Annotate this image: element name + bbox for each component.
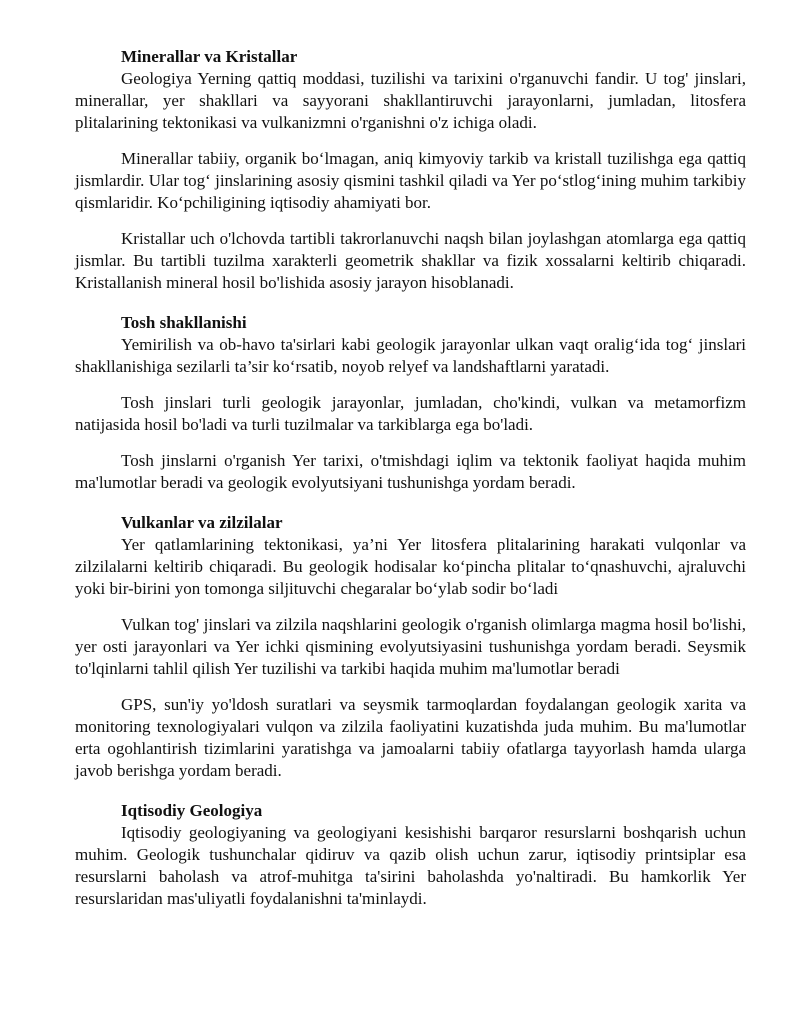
section-heading: Minerallar va Kristallar	[121, 47, 298, 66]
section-heading: Vulkanlar va zilzilalar	[121, 513, 283, 532]
paragraph: Yer qatlamlarining tektonikasi, ya’ni Yer litosfera plitalarining harakati vulqonlar va zilzilalarni keltirib chiqaradi. Bu geologik hodisalar ko‘pincha plitalar to‘qnashuvchi, ajraluvchi yoki bir-birini yon tomonga siljituvchi chegaralar bo‘ylab sodir bo‘ladi	[75, 535, 746, 598]
section-heading: Tosh shakllanishi	[121, 313, 247, 332]
paragraph: GPS, sun'iy yo'ldosh suratlari va seysmik tarmoqlardan foydalangan geologik xarita va monitoring texnologiyalari vulqon va zilzila faoliyatini kuzatishda juda muhim. Bu ma'lumotlar erta ogohlantirish tizimlarini yaratishga va jamoalarni tabiiy ofatlarga tayyorlash hamda ularga javob berishga yordam beradi.	[75, 695, 746, 780]
section-minerallar	[75, 46, 746, 294]
section-iqtisodiy	[75, 800, 746, 910]
paragraph: Yemirilish va ob-havo ta'sirlari kabi geologik jarayonlar ulkan vaqt oralig‘ida tog‘ jinslari shakllanishiga sezilarli ta’sir ko‘rsatib, noyob relyef va landshaftlarni yaratadi.	[75, 335, 746, 376]
paragraph: Tosh jinslari turli geologik jarayonlar, jumladan, cho'kindi, vulkan va metamorfizm natijasida hosil bo'ladi va turli tuzilmalar va tarkiblarga ega bo'ladi.	[75, 393, 746, 434]
paragraph: Tosh jinslarni o'rganish Yer tarixi, o'tmishdagi iqlim va tektonik faoliyat haqida muhim ma'lumotlar beradi va geologik evolyutsiyani tushunishga yordam beradi.	[75, 451, 746, 492]
section-tosh	[75, 312, 746, 494]
paragraph: Minerallar tabiiy, organik bo‘lmagan, aniq kimyoviy tarkib va kristall tuzilishga ega qattiq jismlardir. Ular tog‘ jinslarining asosiy qismini tashkil qiladi va Yer po‘stlog‘ining muhim tarkibiy qismlaridir. Ko‘pchiligining iqtisodiy ahamiyati bor.	[75, 149, 746, 212]
paragraph: Vulkan tog' jinslari va zilzila naqshlarini geologik o'rganish olimlarga magma hosil bo'lishi, yer osti jarayonlari va Yer ichki qismining evolyutsiyasini tushunishga yordam beradi. Seysmik to'lqinlarni tahlil qilish Yer tuzilishi va tarkibi haqida muhim ma'lumotlar beradi	[75, 615, 746, 678]
paragraph: Iqtisodiy geologiyaning va geologiyani kesishishi barqaror resurslarni boshqarish uchun muhim. Geologik tushunchalar qidiruv va qazib olish uchun zarur, iqtisodiy printsiplar esa resurslarni baholash va atrof-muhitga ta'sirini baholashda yo'naltiradi. Bu hamkorlik Yer resurslaridan mas'uliyatli foydalanishni ta'minlaydi.	[75, 823, 746, 908]
paragraph: Geologiya Yerning qattiq moddasi, tuzilishi va tarixini o'rganuvchi fandir. U tog' jinslari, minerallar, yer shakllari va sayyorani shakllantiruvchi jarayonlarni, jumladan, litosfera plitalarining tektonikasi va vulkanizmni o'rganishni o'z ichiga oladi.	[75, 69, 746, 132]
paragraph: Kristallar uch o'lchovda tartibli takrorlanuvchi naqsh bilan joylashgan atomlarga ega qattiq jismlar. Bu tartibli tuzilma xarakterli geometrik shakllar va fizik xossalarni keltirib chiqaradi. Kristallanish mineral hosil bo'lishida asosiy jarayon hisoblanadi.	[75, 229, 746, 292]
section-vulkanlar	[75, 512, 746, 782]
section-heading: Iqtisodiy Geologiya	[121, 801, 263, 820]
